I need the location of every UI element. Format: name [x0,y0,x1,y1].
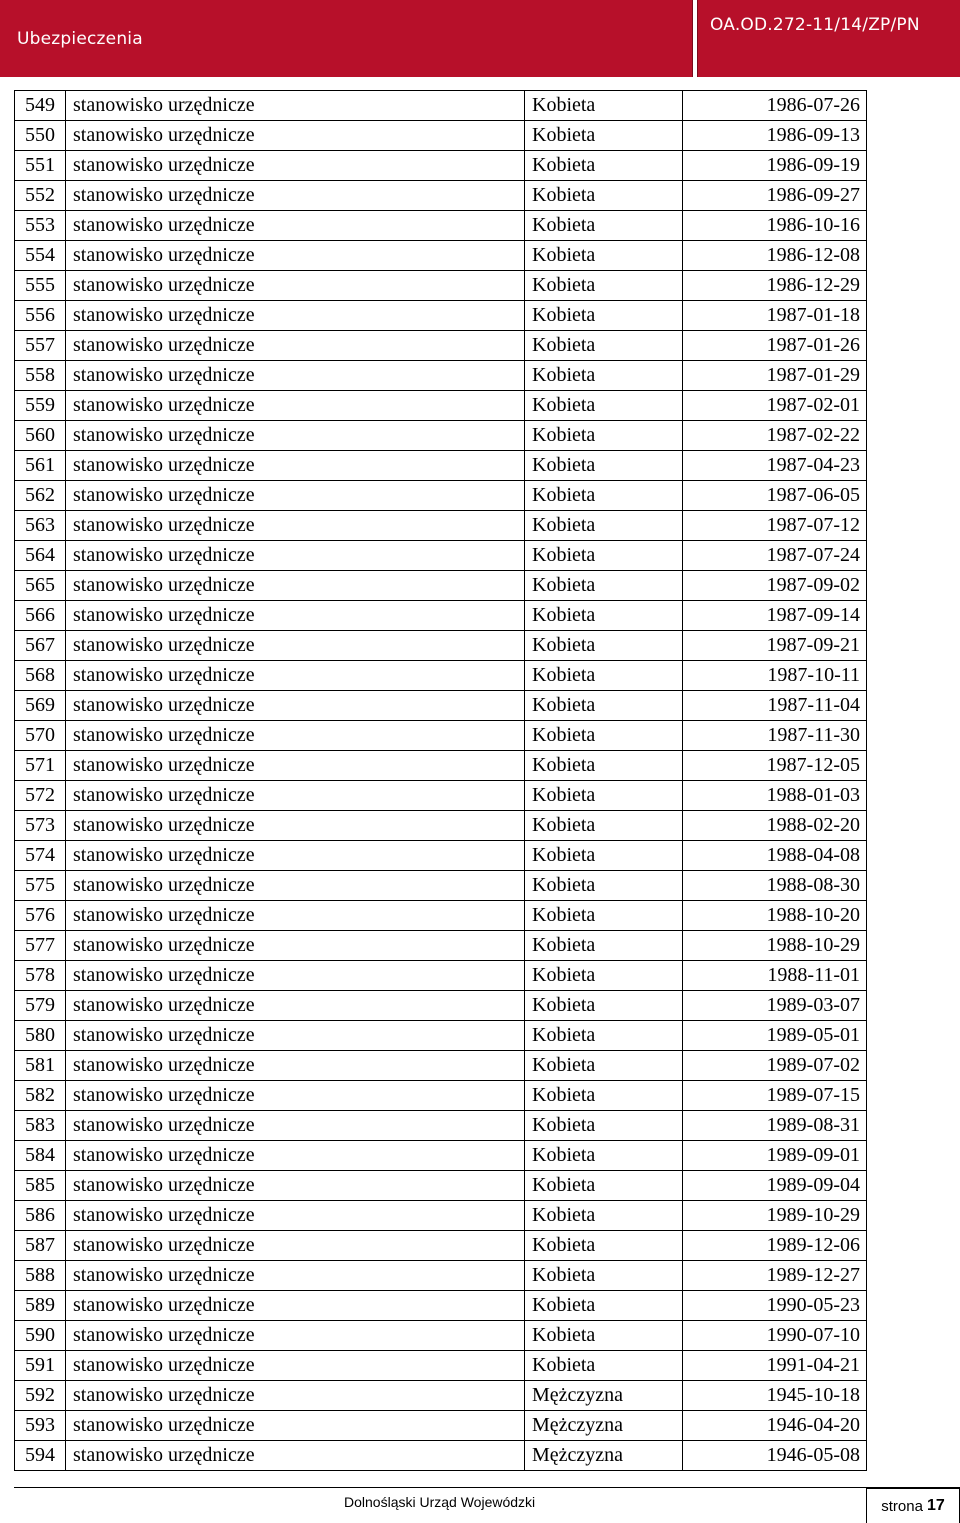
row-number: 585 [15,1171,66,1201]
row-number: 590 [15,1321,66,1351]
position-cell: stanowisko urzędnicze [66,211,525,241]
gender-cell: Kobieta [525,751,683,781]
position-cell: stanowisko urzędnicze [66,631,525,661]
table-row [15,931,867,961]
row-number: 572 [15,781,66,811]
position-cell: stanowisko urzędnicze [66,871,525,901]
position-cell: stanowisko urzędnicze [66,1021,525,1051]
gender-cell: Mężczyzna [525,1381,683,1411]
gender-cell: Kobieta [525,811,683,841]
gender-cell: Kobieta [525,511,683,541]
gender-cell: Kobieta [525,151,683,181]
table-row [15,1201,867,1231]
table-row [15,541,867,571]
table-row [15,1291,867,1321]
position-cell: stanowisko urzędnicze [66,181,525,211]
gender-cell: Kobieta [525,271,683,301]
date-cell: 1945-10-18 [683,1381,867,1411]
row-number: 565 [15,571,66,601]
date-cell: 1988-10-29 [683,931,867,961]
position-cell: stanowisko urzędnicze [66,121,525,151]
gender-cell: Kobieta [525,301,683,331]
date-cell: 1946-04-20 [683,1411,867,1441]
date-cell: 1988-01-03 [683,781,867,811]
position-cell: stanowisko urzędnicze [66,1231,525,1261]
position-cell: stanowisko urzędnicze [66,301,525,331]
table-row [15,511,867,541]
position-cell: stanowisko urzędnicze [66,811,525,841]
row-number: 587 [15,1231,66,1261]
table-row [15,661,867,691]
row-number: 578 [15,961,66,991]
date-cell: 1987-01-18 [683,301,867,331]
position-cell: stanowisko urzędnicze [66,361,525,391]
table-row [15,571,867,601]
row-number: 569 [15,691,66,721]
row-number: 579 [15,991,66,1021]
date-cell: 1986-09-27 [683,181,867,211]
gender-cell: Mężczyzna [525,1411,683,1441]
position-cell: stanowisko urzędnicze [66,571,525,601]
page-number: 17 [926,1497,945,1514]
row-number: 582 [15,1081,66,1111]
records-table [14,90,867,1471]
position-cell: stanowisko urzędnicze [66,91,525,121]
gender-cell: Kobieta [525,541,683,571]
position-cell: stanowisko urzędnicze [66,661,525,691]
position-cell: stanowisko urzędnicze [66,1081,525,1111]
table-row [15,1231,867,1261]
row-number: 552 [15,181,66,211]
records-table-body [15,91,867,1471]
gender-cell: Kobieta [525,571,683,601]
row-number: 566 [15,601,66,631]
table-row [15,241,867,271]
footer-organization: Dolnośląski Urząd Wojewódzki [344,1494,536,1510]
date-cell: 1990-05-23 [683,1291,867,1321]
footer-divider [14,1487,960,1488]
document-code: OA.OD.272-11/14/ZP/PN [710,15,920,35]
date-cell: 1987-01-26 [683,331,867,361]
position-cell: stanowisko urzędnicze [66,1141,525,1171]
date-cell: 1989-05-01 [683,1021,867,1051]
row-number: 594 [15,1441,66,1471]
row-number: 562 [15,481,66,511]
date-cell: 1989-07-02 [683,1051,867,1081]
table-row [15,841,867,871]
position-cell: stanowisko urzędnicze [66,961,525,991]
date-cell: 1989-03-07 [683,991,867,1021]
date-cell: 1987-01-29 [683,361,867,391]
table-row [15,151,867,181]
date-cell: 1987-07-24 [683,541,867,571]
position-cell: stanowisko urzędnicze [66,1321,525,1351]
date-cell: 1986-10-16 [683,211,867,241]
table-row [15,901,867,931]
row-number: 586 [15,1201,66,1231]
date-cell: 1986-12-29 [683,271,867,301]
gender-cell: Kobieta [525,1111,683,1141]
table-row [15,961,867,991]
table-row [15,91,867,121]
position-cell: stanowisko urzędnicze [66,751,525,781]
table-row [15,1081,867,1111]
gender-cell: Kobieta [525,241,683,271]
gender-cell: Kobieta [525,421,683,451]
row-number: 563 [15,511,66,541]
gender-cell: Kobieta [525,721,683,751]
table-row [15,1351,867,1381]
row-number: 564 [15,541,66,571]
page-number-box [866,1488,960,1523]
row-number: 583 [15,1111,66,1141]
date-cell: 1988-10-20 [683,901,867,931]
table-row [15,1321,867,1351]
row-number: 591 [15,1351,66,1381]
table-row [15,601,867,631]
gender-cell: Kobieta [525,1291,683,1321]
position-cell: stanowisko urzędnicze [66,1171,525,1201]
gender-cell: Kobieta [525,1051,683,1081]
position-cell: stanowisko urzędnicze [66,901,525,931]
gender-cell: Kobieta [525,121,683,151]
gender-cell: Kobieta [525,931,683,961]
gender-cell: Kobieta [525,91,683,121]
table-row [15,361,867,391]
row-number: 575 [15,871,66,901]
row-number: 549 [15,91,66,121]
date-cell: 1989-12-06 [683,1231,867,1261]
position-cell: stanowisko urzędnicze [66,1261,525,1291]
table-row [15,1441,867,1471]
row-number: 574 [15,841,66,871]
table-row [15,871,867,901]
date-cell: 1987-02-01 [683,391,867,421]
table-row [15,1051,867,1081]
table-row [15,1111,867,1141]
date-cell: 1987-06-05 [683,481,867,511]
table-row [15,121,867,151]
table-row [15,721,867,751]
gender-cell: Kobieta [525,391,683,421]
table-row [15,991,867,1021]
date-cell: 1989-09-01 [683,1141,867,1171]
date-cell: 1987-09-14 [683,601,867,631]
table-row [15,781,867,811]
row-number: 554 [15,241,66,271]
row-number: 568 [15,661,66,691]
table-row [15,391,867,421]
row-number: 589 [15,1291,66,1321]
gender-cell: Kobieta [525,1021,683,1051]
row-number: 556 [15,301,66,331]
position-cell: stanowisko urzędnicze [66,1441,525,1471]
gender-cell: Kobieta [525,331,683,361]
date-cell: 1986-12-08 [683,241,867,271]
position-cell: stanowisko urzędnicze [66,541,525,571]
row-number: 573 [15,811,66,841]
row-number: 571 [15,751,66,781]
row-number: 561 [15,451,66,481]
row-number: 567 [15,631,66,661]
date-cell: 1987-02-22 [683,421,867,451]
date-cell: 1988-04-08 [683,841,867,871]
table-row [15,1171,867,1201]
position-cell: stanowisko urzędnicze [66,931,525,961]
gender-cell: Kobieta [525,1231,683,1261]
gender-cell: Kobieta [525,631,683,661]
position-cell: stanowisko urzędnicze [66,151,525,181]
gender-cell: Kobieta [525,1351,683,1381]
gender-cell: Kobieta [525,871,683,901]
gender-cell: Kobieta [525,481,683,511]
date-cell: 1987-04-23 [683,451,867,481]
date-cell: 1988-11-01 [683,961,867,991]
position-cell: stanowisko urzędnicze [66,331,525,361]
row-number: 593 [15,1411,66,1441]
row-number: 592 [15,1381,66,1411]
row-number: 557 [15,331,66,361]
gender-cell: Kobieta [525,211,683,241]
gender-cell: Kobieta [525,841,683,871]
date-cell: 1987-11-30 [683,721,867,751]
gender-cell: Kobieta [525,1321,683,1351]
table-row [15,691,867,721]
position-cell: stanowisko urzędnicze [66,391,525,421]
position-cell: stanowisko urzędnicze [66,481,525,511]
date-cell: 1987-12-05 [683,751,867,781]
table-row [15,631,867,661]
gender-cell: Kobieta [525,181,683,211]
row-number: 580 [15,1021,66,1051]
date-cell: 1988-08-30 [683,871,867,901]
position-cell: stanowisko urzędnicze [66,1411,525,1441]
position-cell: stanowisko urzędnicze [66,421,525,451]
row-number: 555 [15,271,66,301]
gender-cell: Kobieta [525,1201,683,1231]
table-row [15,211,867,241]
header-code-band [697,0,960,77]
row-number: 570 [15,721,66,751]
table-row [15,421,867,451]
position-cell: stanowisko urzędnicze [66,271,525,301]
gender-cell: Kobieta [525,781,683,811]
table-row [15,301,867,331]
row-number: 553 [15,211,66,241]
table-row [15,331,867,361]
gender-cell: Kobieta [525,991,683,1021]
date-cell: 1987-09-21 [683,631,867,661]
row-number: 581 [15,1051,66,1081]
table-row [15,451,867,481]
date-cell: 1989-07-15 [683,1081,867,1111]
row-number: 588 [15,1261,66,1291]
page-header [0,0,960,77]
position-cell: stanowisko urzędnicze [66,1351,525,1381]
date-cell: 1946-05-08 [683,1441,867,1471]
position-cell: stanowisko urzędnicze [66,841,525,871]
date-cell: 1991-04-21 [683,1351,867,1381]
date-cell: 1987-07-12 [683,511,867,541]
row-number: 560 [15,421,66,451]
row-number: 551 [15,151,66,181]
position-cell: stanowisko urzędnicze [66,691,525,721]
date-cell: 1987-09-02 [683,571,867,601]
position-cell: stanowisko urzędnicze [66,1381,525,1411]
table-row [15,811,867,841]
date-cell: 1986-07-26 [683,91,867,121]
date-cell: 1989-09-04 [683,1171,867,1201]
position-cell: stanowisko urzędnicze [66,1201,525,1231]
gender-cell: Kobieta [525,361,683,391]
table-row [15,1261,867,1291]
gender-cell: Kobieta [525,451,683,481]
row-number: 584 [15,1141,66,1171]
date-cell: 1989-08-31 [683,1111,867,1141]
row-number: 577 [15,931,66,961]
gender-cell: Kobieta [525,901,683,931]
gender-cell: Kobieta [525,1141,683,1171]
row-number: 550 [15,121,66,151]
gender-cell: Kobieta [525,1261,683,1291]
position-cell: stanowisko urzędnicze [66,1111,525,1141]
gender-cell: Kobieta [525,601,683,631]
position-cell: stanowisko urzędnicze [66,511,525,541]
gender-cell: Kobieta [525,691,683,721]
table-row [15,1381,867,1411]
gender-cell: Kobieta [525,1081,683,1111]
page-label: strona [881,1497,923,1515]
gender-cell: Kobieta [525,661,683,691]
gender-cell: Kobieta [525,961,683,991]
table-row [15,1411,867,1441]
row-number: 558 [15,361,66,391]
date-cell: 1987-11-04 [683,691,867,721]
position-cell: stanowisko urzędnicze [66,601,525,631]
date-cell: 1986-09-19 [683,151,867,181]
position-cell: stanowisko urzędnicze [66,1291,525,1321]
position-cell: stanowisko urzędnicze [66,781,525,811]
row-number: 576 [15,901,66,931]
table-row [15,1141,867,1171]
gender-cell: Kobieta [525,1171,683,1201]
table-row [15,181,867,211]
header-title: Ubezpieczenia [17,29,143,49]
row-number: 559 [15,391,66,421]
table-row [15,271,867,301]
date-cell: 1989-12-27 [683,1261,867,1291]
table-row [15,481,867,511]
gender-cell: Mężczyzna [525,1441,683,1471]
table-row [15,751,867,781]
position-cell: stanowisko urzędnicze [66,451,525,481]
position-cell: stanowisko urzędnicze [66,721,525,751]
date-cell: 1986-09-13 [683,121,867,151]
header-title-band [0,0,693,77]
date-cell: 1987-10-11 [683,661,867,691]
position-cell: stanowisko urzędnicze [66,241,525,271]
position-cell: stanowisko urzędnicze [66,991,525,1021]
position-cell: stanowisko urzędnicze [66,1051,525,1081]
date-cell: 1989-10-29 [683,1201,867,1231]
date-cell: 1990-07-10 [683,1321,867,1351]
date-cell: 1988-02-20 [683,811,867,841]
table-row [15,1021,867,1051]
